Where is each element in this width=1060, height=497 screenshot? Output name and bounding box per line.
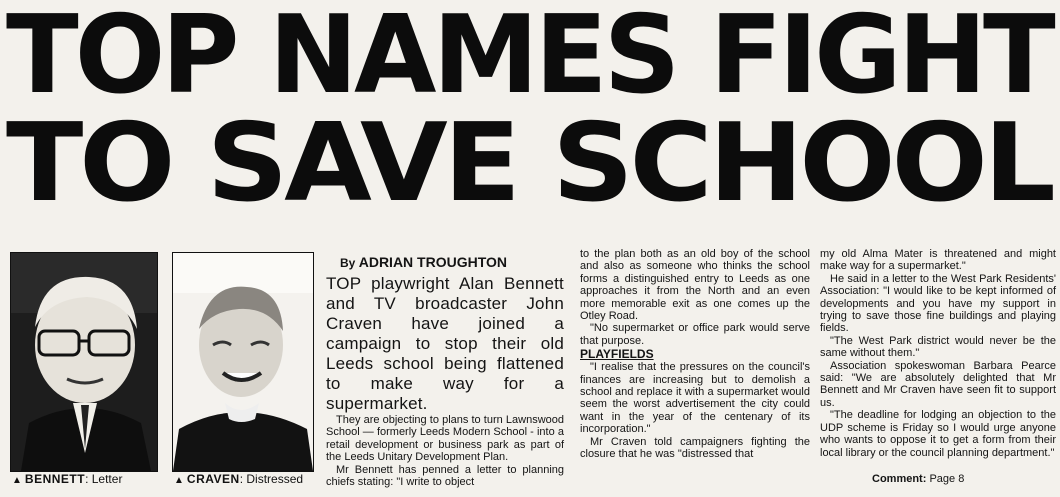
article-column-3 [820, 248, 1056, 459]
byline: By ADRIAN TROUGHTON [340, 254, 508, 270]
body-paragraph: to the plan both as an old boy of the school and also as someone who thinks the school forms a distinguished entry to Leeds as one approaches it from the North and an even more memorable exit as one comes up the Otley Road. [580, 248, 810, 323]
body-paragraph: Mr Bennett has penned a letter to planning chiefs stating: "I write to object [326, 463, 564, 489]
crosshead: PLAYFIELDS [580, 347, 654, 362]
craven-caption: ▲ CRAVEN: Distressed [174, 472, 304, 486]
bennett-photo [10, 252, 158, 472]
body-paragraph: "The deadline for lodging an objection to the UDP scheme is Friday so I would urge anyone who wants to oppose it to get a form from their local library or the council planning department." [820, 409, 1056, 459]
body-paragraph: "No supermarket or office park would serve that purpose. [580, 322, 810, 347]
bennett-caption: ▲ BENNETT: Letter [12, 472, 123, 486]
cross-reference: Comment: Page 8 [872, 473, 965, 485]
lead-paragraph: TOP playwright Alan Bennett and TV broadcaster John Craven have joined a campaign to stop their old Leeds school being flattened to make way for a supermarket. [326, 274, 564, 413]
headline-line-2: TO SAVE SCHOOL [6, 101, 1052, 226]
body-paragraph: He said in a letter to the West Park Residents' Association: "I would like to be kept informed of developments and you have my support in trying to save those fine buildings and playing fields. [820, 272, 1056, 335]
body-paragraph: They are objecting to plans to turn Lawnswood School — formerly Leeds Modern School - into a retail development or business park as part of the Leeds Unitary Development Plan. [326, 414, 564, 464]
triangle-icon: ▲ [174, 475, 184, 486]
article-column-2 [580, 248, 810, 461]
triangle-icon: ▲ [12, 475, 22, 486]
headline-line-1: TOP NAMES FIGHT [6, 0, 1052, 118]
body-paragraph: Mr Craven told campaigners fighting the closure that he was "distressed that [580, 435, 810, 461]
article-column-1 [326, 274, 564, 488]
body-paragraph: my old Alma Mater is threatened and might make way for a supermarket." [820, 248, 1056, 273]
body-paragraph: Association spokeswoman Barbara Pearce said: "We are absolutely delighted that Mr Bennett and Mr Craven have seen fit to support us. [820, 359, 1056, 409]
craven-photo [172, 252, 314, 472]
body-paragraph: "The West Park district would never be the same without them." [820, 334, 1056, 360]
body-paragraph: "I realise that the pressures on the council's finances are increasing but to demolish a school and replace it with a supermarket would seem the worst advertisement the city could want in the year of the centenary of its incorporation." [580, 361, 810, 436]
